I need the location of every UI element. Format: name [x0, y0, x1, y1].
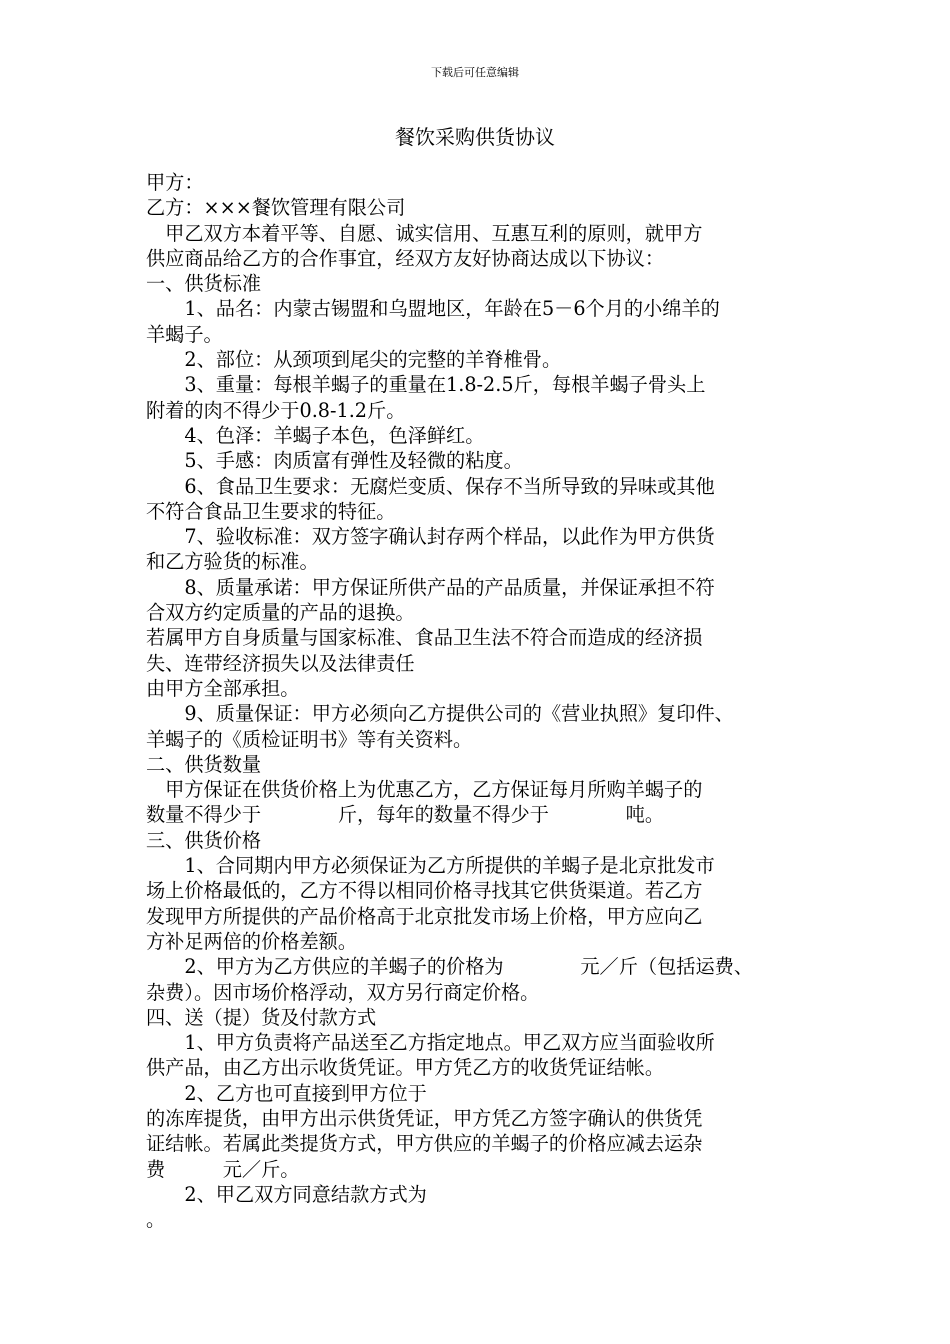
page-header: 下载后可任意编辑 [431, 66, 519, 79]
clause-line: 羊蝎子。 [146, 322, 223, 346]
section-heading: 四、送（提）货及付款方式 [146, 1005, 377, 1029]
party-a-line: 甲方： [146, 171, 204, 194]
clause-line: 场上价格最低的，乙方不得以相同价格寻找其它供货渠道。若乙方 [146, 879, 703, 903]
clause-line: 2、甲方为乙方供应的羊蝎子的价格为 元／斤（包括运费、 [146, 955, 754, 979]
party-b-line: 乙方：×××餐饮管理有限公司 [146, 196, 406, 220]
clause-line: 1、品名：内蒙古锡盟和乌盟地区，年龄在5－6个月的小绵羊的 [146, 297, 720, 321]
section-heading: 二、供货数量 [146, 752, 262, 776]
clause-line: 合双方约定质量的产品的退换。 [146, 601, 415, 625]
preamble-line: 甲乙双方本着平等、自愿、诚实信用、互惠互利的原则，就甲方 [146, 221, 703, 245]
clause-line: 的冻库提货，由甲方出示供货凭证，甲方凭乙方签字确认的供货凭 [146, 1106, 703, 1130]
preamble-line: 供应商品给乙方的合作事宜，经双方友好协商达成以下协议： [146, 246, 665, 270]
clause-line: 由甲方全部承担。 [146, 676, 300, 700]
clause-line: 附着的肉不得少于0.8-1.2斤。 [146, 398, 406, 422]
clause-line: 7、验收标准：双方签字确认封存两个样品，以此作为甲方供货 [146, 525, 715, 549]
clause-line: 2、部位：从颈项到尾尖的完整的羊脊椎骨。 [146, 348, 562, 372]
clause-line: 2、甲乙双方同意结款方式为 [146, 1182, 427, 1206]
clause-line: 若属甲方自身质量与国家标准、食品卫生法不符合而造成的经济损 [146, 626, 703, 650]
clause-line: 。 [146, 1208, 166, 1232]
clause-line: 1、甲方负责将产品送至乙方指定地点。甲乙双方应当面验收所 [146, 1031, 715, 1055]
clause-line: 甲方保证在供货价格上为优惠乙方，乙方保证每月所购羊蝎子的 [146, 778, 703, 802]
clause-line: 9、质量保证：甲方必须向乙方提供公司的《营业执照》复印件、 [146, 702, 734, 726]
clause-line: 8、质量承诺：甲方保证所供产品的产品质量，并保证承担不符 [146, 575, 715, 599]
document-body [146, 170, 826, 1232]
clause-line: 失、连带经济损失以及法律责任 [146, 651, 415, 675]
clause-line: 5、手感：肉质富有弹性及轻微的粘度。 [146, 449, 523, 473]
clause-line: 杂费）。因市场价格浮动，双方另行商定价格。 [146, 980, 540, 1004]
clause-line: 供产品，由乙方出示收货凭证。甲方凭乙方的收货凭证结帐。 [146, 1056, 665, 1080]
clause-line: 羊蝎子的《质检证明书》等有关资料。 [146, 727, 473, 751]
clause-line: 不符合食品卫生要求的特征。 [146, 499, 396, 523]
section-heading: 一、供货标准 [146, 272, 262, 296]
clause-line: 6、食品卫生要求：无腐烂变质、保存不当所导致的异味或其他 [146, 474, 715, 498]
clause-line: 数量不得少于 斤，每年的数量不得少于 吨。 [146, 803, 665, 827]
clause-line: 3、重量：每根羊蝎子的重量在1.8-2.5斤，每根羊蝎子骨头上 [146, 373, 706, 397]
clause-line: 1、合同期内甲方必须保证为乙方所提供的羊蝎子是北京批发市 [146, 854, 715, 878]
document-title: 餐饮采购供货协议 [395, 125, 555, 149]
clause-line: 和乙方验货的标准。 [146, 550, 319, 574]
clause-line: 方补足两倍的价格差额。 [146, 929, 358, 953]
clause-line: 发现甲方所提供的产品价格高于北京批发市场上价格，甲方应向乙 [146, 904, 703, 928]
clause-line: 2、乙方也可直接到甲方位于 [146, 1081, 427, 1105]
section-heading: 三、供货价格 [146, 828, 262, 852]
clause-line: 证结帐。若属此类提货方式，甲方供应的羊蝎子的价格应减去运杂 [146, 1132, 703, 1156]
clause-line: 4、色泽：羊蝎子本色，色泽鲜红。 [146, 423, 485, 447]
clause-line: 费 元／斤。 [146, 1157, 300, 1181]
